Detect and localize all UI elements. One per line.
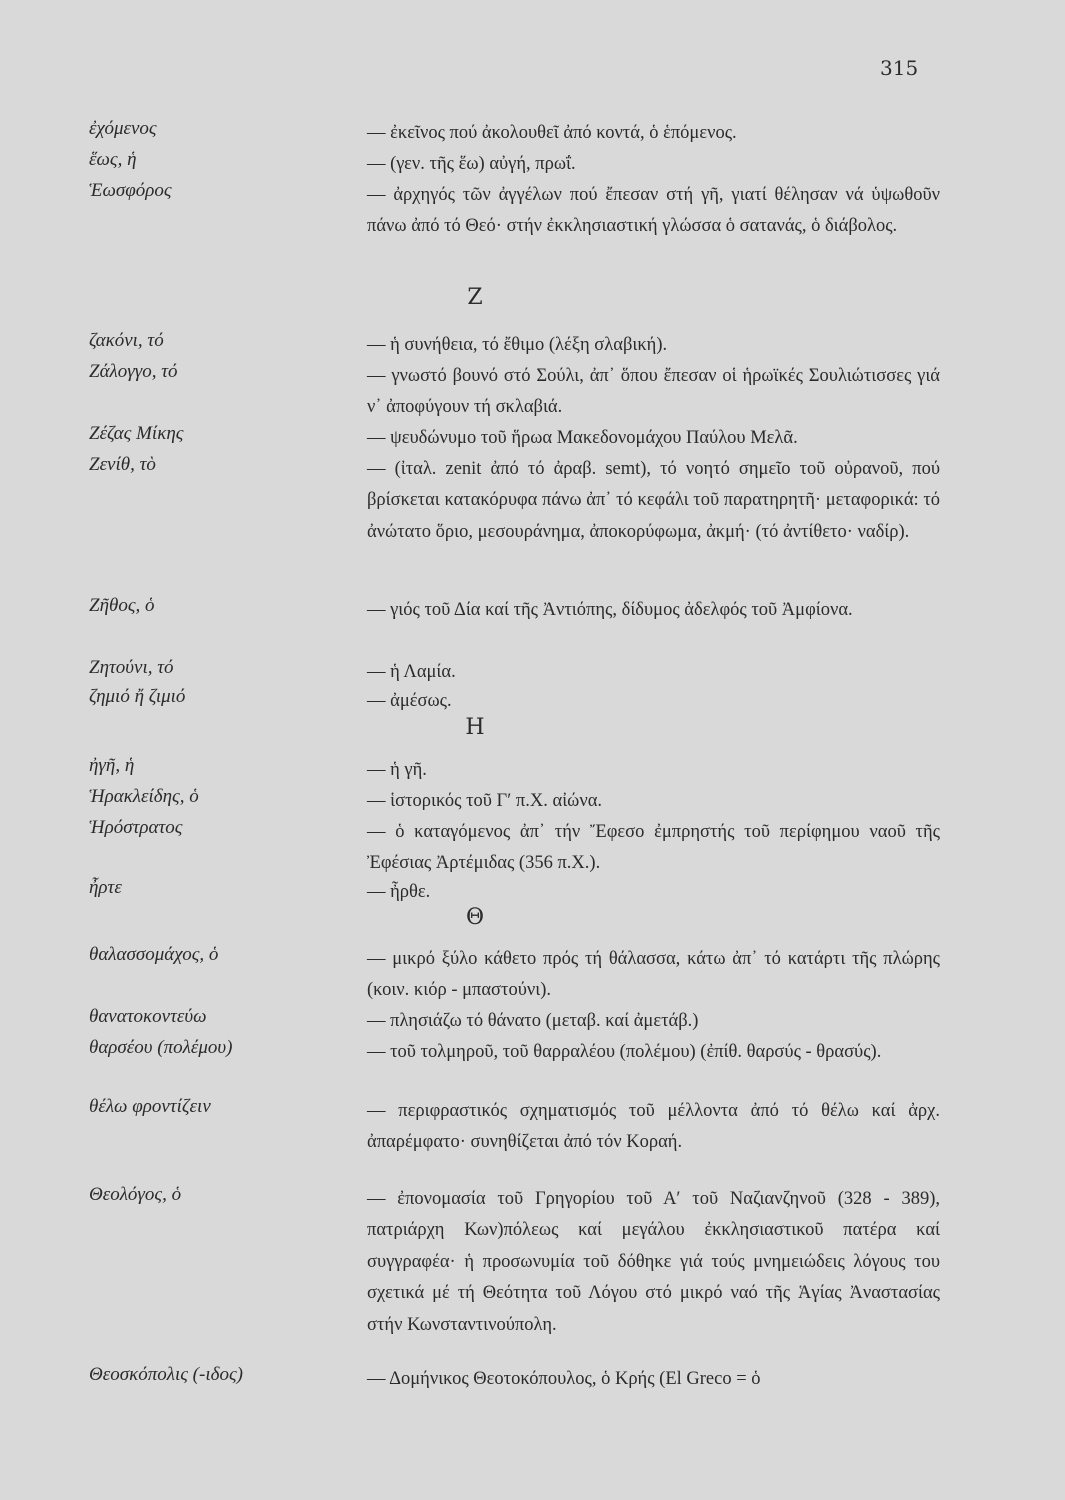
entry-definition: — μικρό ξύλο κάθετο πρός τή θάλασσα, κάτω ἀπ᾽ τό κατάρτι τῆς πλώρης (κοιν. κιόρ - μπαστούνι).	[367, 949, 940, 1001]
entry-definition: — ἀμέσως.	[367, 691, 452, 711]
entry-term: ζημιό ἤ ζιμιό	[89, 686, 186, 707]
entry-term: ἠγῆ, ἡ	[89, 755, 135, 776]
entry-definition: — ἦρθε.	[367, 882, 431, 902]
entry-term: Ζάλογγο, τό	[89, 361, 178, 382]
entry-definition: — Δομήνικος Θεοτοκόπουλος, ὁ Κρής (El Greco = ὁ	[367, 1369, 761, 1389]
entry-definition: — ψευδώνυμο τοῦ ἥρωα Μακεδονομάχου Παύλου Μελᾶ.	[367, 428, 798, 448]
entry-term: Ζέζας Μίκης	[89, 423, 184, 444]
entry-definition: — γνωστό βουνό στό Σούλι, ἀπ᾽ ὅπου ἔπεσαν οἱ ἡρωϊκές Σουλιώτισσες γιά ν᾽ ἀποφύγουν τή σκλαβιά.	[367, 366, 940, 418]
entry-term: ἦρτε	[89, 877, 122, 898]
entry-term: Ἡρακλείδης, ὁ	[89, 786, 199, 807]
entry-definition: — γιός τοῦ Δία καί τῆς Ἀντιόπης, δίδυμος ἀδελφός τοῦ Ἀμφίονα.	[367, 600, 853, 620]
entry-term: Ἑωσφόρος	[89, 180, 172, 201]
entry-term: θαλασσομάχος, ὁ	[89, 944, 219, 965]
entry-term: Ζενίθ, τὸ	[89, 454, 156, 475]
entry-term: θανατοκοντεύω	[89, 1006, 207, 1027]
entry-term: Ζῆθος, ὁ	[89, 595, 155, 616]
section-letter-zeta: Ζ	[467, 285, 483, 310]
entry-definition: — ἱστορικός τοῦ Γ′ π.Χ. αἰώνα.	[367, 791, 603, 811]
entry-definition: — περιφραστικός σχηματισμός τοῦ μέλλοντα ἀπό τό θέλω καί ἀρχ. ἀπαρέμφατο· συνηθίζεται ἀπό τόν Κοραή.	[367, 1101, 940, 1153]
entry-term: ἕως, ἡ	[89, 149, 137, 170]
entry-definition: — ἐκεῖνος πού ἀκολουθεῖ ἀπό κοντά, ὁ ἑπόμενος.	[367, 123, 737, 143]
section-letter-eta: Η	[465, 715, 485, 740]
entry-definition: — ἡ Λαμία.	[367, 662, 456, 682]
entry-definition: — (γεν. τῆς ἕω) αὐγή, πρωΐ.	[367, 154, 576, 174]
entry-definition: — ἡ συνήθεια, τό ἔθιμο (λέξη σλαβική).	[367, 335, 668, 355]
page-number: 315	[880, 56, 919, 80]
entry-term: Θεοσκόπολις (-ιδος)	[89, 1364, 243, 1385]
entry-definition: — πλησιάζω τό θάνατο (μεταβ. καί ἀμετάβ.)	[367, 1011, 699, 1031]
entry-term: ζακόνι, τό	[89, 330, 164, 351]
entry-definition: — ἀρχηγός τῶν ἀγγέλων πού ἔπεσαν στή γῆ, γιατί θέλησαν νά ὑψωθοῦν πάνω ἀπό τό Θεό· στήν ἐκκλησιαστική γλώσσα ὁ σατανάς, ὁ διάβολος.	[367, 185, 940, 237]
entry-term: Θεολόγος, ὁ	[89, 1184, 182, 1205]
entry-term: θέλω φροντίζειν	[89, 1096, 211, 1117]
entry-definition: — (ἰταλ. zenit ἀπό τό ἀραβ. semt), τό νοητό σημεῖο τοῦ οὐρανοῦ, πού βρίσκεται κατακόρυφα πάνω ἀπ᾽ τό κεφάλι τοῦ παρατηρητῆ· μεταφορικά: τό ἀνώτατο ὅριο, μεσουράνημα, ἀποκορύφωμα, ἀκμή· (τό ἀντίθετο· ναδίρ).	[367, 459, 940, 542]
entry-term: ἐχόμενος	[89, 118, 157, 139]
entry-definition: — ἐπονομασία τοῦ Γρηγορίου τοῦ Α′ τοῦ Ναζιανζηνοῦ (328 - 389), πατριάρχη Κων)πόλεως καί μεγάλου ἐκκλησιαστικοῦ πατέρα καί συγγραφέα· ἡ προσωνυμία τοῦ δόθηκε γιά τούς μνημειώδεις λόγους του σχετικά μέ τή Θεότητα τοῦ Λόγου στό μικρό ναό τῆς Ἁγίας Ἀναστασίας στήν Κωνσταντινούπολη.	[367, 1189, 940, 1335]
entry-definition: — ἡ γῆ.	[367, 760, 427, 780]
entry-term: Ζητούνι, τό	[89, 657, 174, 678]
entry-definition: — ὁ καταγόμενος ἀπ᾽ τήν Ἔφεσο ἐμπρηστής τοῦ περίφημου ναοῦ τῆς Ἐφέσιας Ἀρτέμιδας (356 π.Χ.).	[367, 822, 940, 874]
entry-definition: — τοῦ τολμηροῦ, τοῦ θαρραλέου (πολέμου) (ἐπίθ. θαρσύς - θρασύς).	[367, 1042, 882, 1062]
section-letter-theta: Θ	[465, 905, 485, 930]
entry-term: Ἡρόστρατος	[89, 817, 183, 838]
entry-term: θαρσέου (πολέμου)	[89, 1037, 233, 1058]
